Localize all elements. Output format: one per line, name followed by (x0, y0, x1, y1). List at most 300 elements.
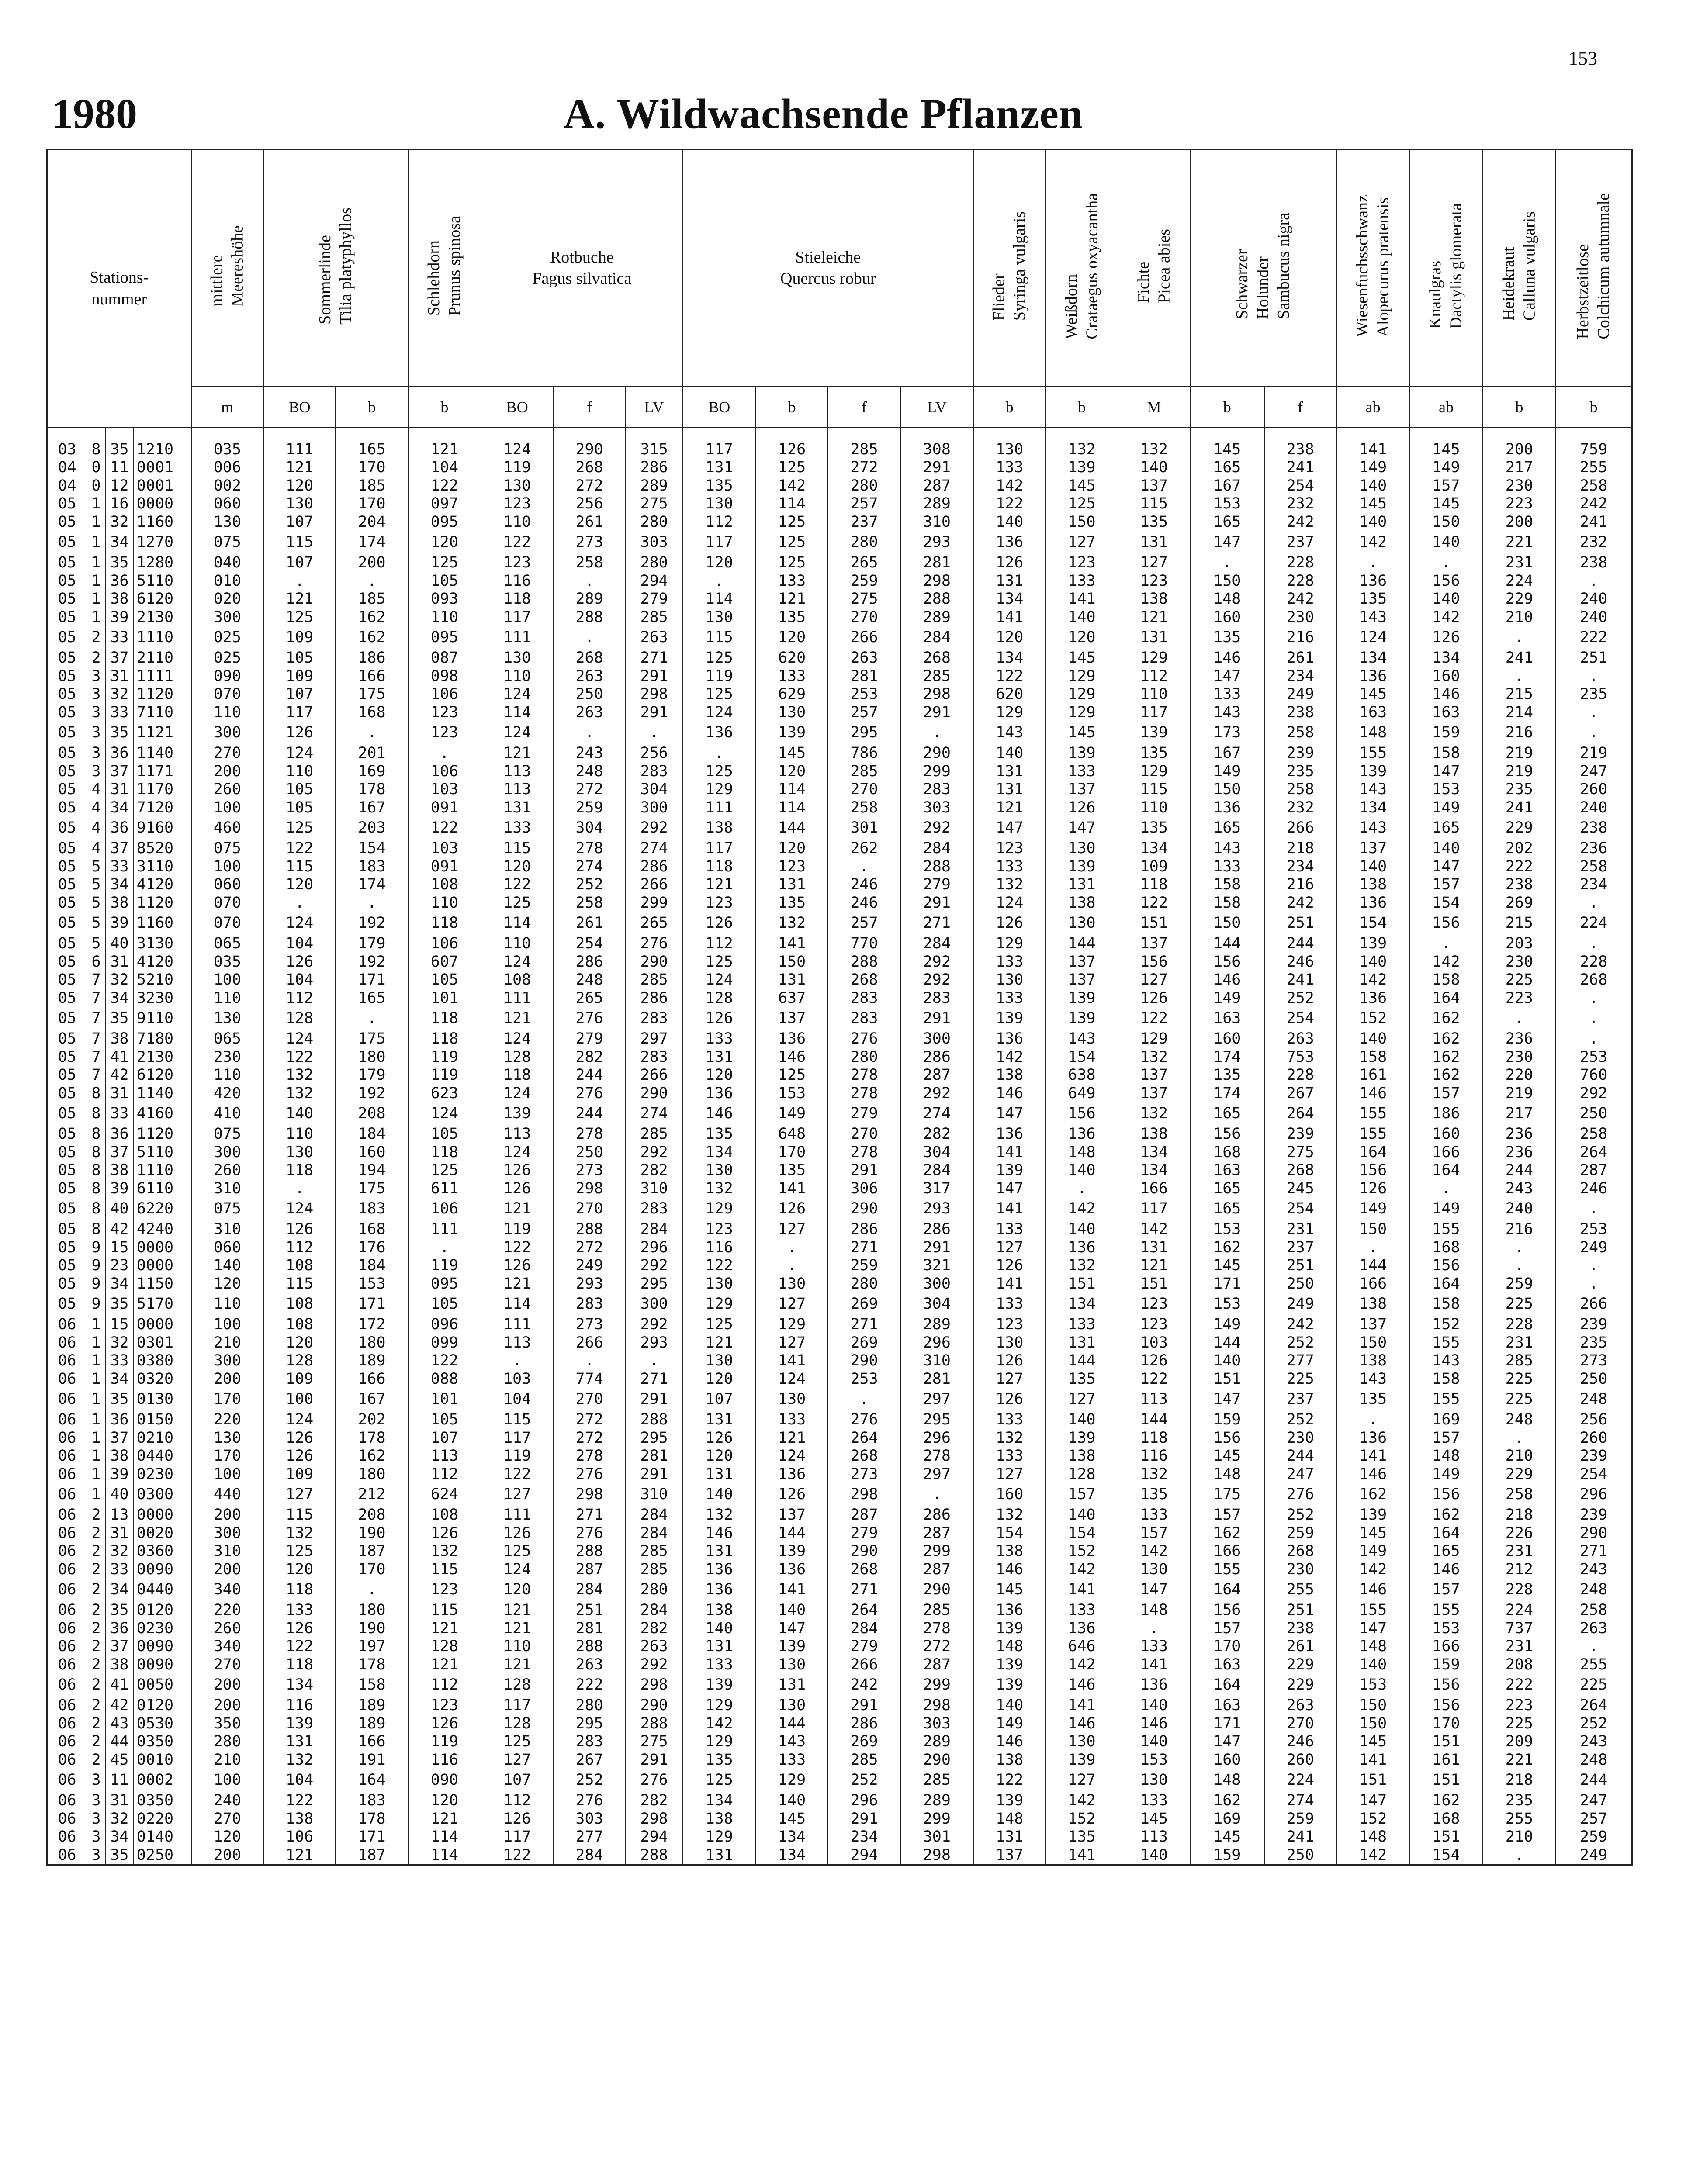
value-cell: . (1483, 1257, 1556, 1275)
value-cell: 266 (828, 626, 900, 649)
value-cell: 127 (1118, 554, 1190, 572)
value-cell: 130 (756, 1656, 828, 1674)
value-cell: 280 (828, 1275, 900, 1293)
station-cell: 33 (105, 1102, 134, 1125)
value-cell: 171 (336, 1828, 408, 1846)
value-cell: 148 (1336, 722, 1409, 744)
value-cell: 140 (1336, 1656, 1409, 1674)
value-cell: 255 (1483, 1810, 1556, 1828)
value-cell: 217 (1483, 1102, 1556, 1125)
value-cell: 265 (553, 989, 625, 1008)
value-cell: 123 (1118, 572, 1190, 591)
station-cell: 3 (87, 744, 105, 763)
station-cell: 0440 (134, 1579, 191, 1601)
value-cell: 291 (626, 704, 683, 722)
value-cell: 216 (1264, 876, 1336, 894)
station-cell: 2 (87, 1656, 105, 1674)
value-cell: 170 (756, 1144, 828, 1162)
value-cell: 133 (973, 459, 1046, 477)
station-cell: 0360 (134, 1542, 191, 1561)
table-row (47, 1751, 1632, 1769)
value-cell: 137 (1046, 781, 1118, 799)
value-cell: 124 (263, 1198, 336, 1220)
value-cell: 200 (191, 763, 263, 781)
value-cell: 127 (481, 1483, 553, 1506)
value-cell: 148 (1409, 1447, 1482, 1465)
table-row (47, 459, 1632, 477)
value-cell: . (1556, 704, 1632, 722)
station-cell: 05 (47, 817, 87, 840)
value-cell: 224 (1264, 1769, 1336, 1792)
value-cell: 126 (408, 1715, 481, 1733)
header-unit: b (1190, 387, 1264, 428)
value-cell: 272 (828, 459, 900, 477)
value-cell: 122 (1118, 894, 1190, 912)
value-cell: 166 (336, 1370, 408, 1389)
value-cell: 122 (408, 1352, 481, 1370)
value-cell: . (1483, 1007, 1556, 1030)
value-cell: 229 (1264, 1674, 1336, 1697)
value-cell: 284 (900, 626, 973, 649)
value-cell: . (1190, 554, 1264, 572)
value-cell: 169 (1409, 1411, 1482, 1429)
value-cell: 184 (336, 1257, 408, 1275)
value-cell: 139 (973, 1656, 1046, 1674)
value-cell: 167 (1190, 744, 1264, 763)
value-cell: 268 (900, 649, 973, 667)
value-cell: 228 (1556, 953, 1632, 971)
value-cell: 237 (828, 513, 900, 532)
value-cell: 126 (263, 1429, 336, 1448)
station-cell: 1120 (134, 1125, 191, 1144)
value-cell: 242 (1264, 894, 1336, 912)
value-cell: . (1556, 894, 1632, 912)
value-cell: 229 (1264, 1656, 1336, 1674)
station-cell: 39 (105, 912, 134, 935)
value-cell: 121 (481, 1007, 553, 1030)
value-cell: 290 (626, 953, 683, 971)
station-cell: 06 (47, 1352, 87, 1370)
value-cell: 139 (1336, 1506, 1409, 1524)
value-cell: 122 (408, 477, 481, 495)
value-cell: 118 (683, 858, 756, 876)
value-cell: 140 (1118, 1697, 1190, 1715)
value-cell: 149 (1336, 1198, 1409, 1220)
value-cell: 243 (1483, 1180, 1556, 1198)
value-cell: 120 (408, 531, 481, 554)
value-cell: 140 (1336, 513, 1409, 532)
value-cell: 126 (263, 1447, 336, 1465)
value-cell: 158 (1409, 744, 1482, 763)
table-row (47, 1542, 1632, 1561)
value-cell: 147 (1409, 858, 1482, 876)
value-cell: 142 (973, 477, 1046, 495)
value-cell: 118 (408, 1144, 481, 1162)
station-cell: 33 (105, 626, 134, 649)
value-cell: 132 (1118, 1102, 1190, 1125)
value-cell: 287 (900, 1066, 973, 1085)
value-cell: . (408, 744, 481, 763)
value-cell: 228 (1264, 1066, 1336, 1085)
value-cell: 138 (973, 1542, 1046, 1561)
station-cell: 39 (105, 608, 134, 627)
table-row (47, 799, 1632, 817)
value-cell: 214 (1483, 704, 1556, 722)
value-cell: 105 (263, 781, 336, 799)
station-cell: 06 (47, 1656, 87, 1674)
station-cell: 34 (105, 876, 134, 894)
value-cell: . (1556, 989, 1632, 1008)
year: 1980 (52, 90, 137, 138)
value-cell: 142 (756, 477, 828, 495)
value-cell: 290 (828, 1352, 900, 1370)
value-cell: 623 (408, 1085, 481, 1103)
station-cell: 05 (47, 1293, 87, 1316)
station-cell: 06 (47, 1674, 87, 1697)
station-cell: 40 (105, 1198, 134, 1220)
value-cell: 225 (1483, 1370, 1556, 1389)
value-cell: 222 (1483, 858, 1556, 876)
value-cell: 150 (1409, 513, 1482, 532)
value-cell: 292 (1556, 1085, 1632, 1103)
value-cell: 234 (1556, 876, 1632, 894)
value-cell: 230 (191, 1048, 263, 1067)
value-cell: 286 (900, 1048, 973, 1067)
table-row (47, 1465, 1632, 1484)
value-cell: 125 (408, 554, 481, 572)
value-cell: 224 (1556, 912, 1632, 935)
value-cell: 138 (1118, 590, 1190, 608)
station-cell: 05 (47, 667, 87, 686)
station-cell: 0230 (134, 1620, 191, 1638)
value-cell: 209 (1483, 1733, 1556, 1751)
value-cell: 280 (553, 1697, 625, 1715)
value-cell: 287 (828, 1506, 900, 1524)
value-cell: 290 (626, 1697, 683, 1715)
station-cell: 37 (105, 1429, 134, 1448)
header-column: Wiesenfuchsschwanz Alopecurus pratensis (1336, 149, 1409, 387)
value-cell: 264 (1264, 1102, 1336, 1125)
value-cell: 140 (756, 1792, 828, 1810)
value-cell: 291 (900, 1239, 973, 1257)
value-cell: 267 (553, 1751, 625, 1769)
station-cell: 05 (47, 989, 87, 1008)
station-cell: 4160 (134, 1102, 191, 1125)
value-cell: 134 (683, 1144, 756, 1162)
station-cell: 1150 (134, 1275, 191, 1293)
station-cell: 05 (47, 912, 87, 935)
station-cell: 23 (105, 1257, 134, 1275)
station-cell: 36 (105, 1411, 134, 1429)
value-cell: 230 (1483, 477, 1556, 495)
value-cell: 178 (336, 1810, 408, 1828)
value-cell: 257 (828, 912, 900, 935)
value-cell: 253 (828, 685, 900, 704)
station-cell: 06 (47, 1769, 87, 1792)
value-cell: 222 (1556, 626, 1632, 649)
table-row (47, 1293, 1632, 1316)
value-cell: 123 (1118, 1316, 1190, 1334)
value-cell: 118 (408, 1007, 481, 1030)
station-cell: 06 (47, 1542, 87, 1561)
value-cell: 158 (1409, 971, 1482, 989)
value-cell: 286 (553, 953, 625, 971)
value-cell: 234 (1264, 667, 1336, 686)
station-cell: 1120 (134, 894, 191, 912)
value-cell: 146 (1190, 971, 1264, 989)
value-cell: 259 (828, 1257, 900, 1275)
value-cell: 225 (1483, 1715, 1556, 1733)
station-cell: 7 (87, 1007, 105, 1030)
value-cell: 260 (1264, 1751, 1336, 1769)
value-cell: 170 (191, 1388, 263, 1411)
value-cell: 110 (481, 935, 553, 953)
value-cell: 151 (1046, 1275, 1118, 1293)
value-cell: 132 (683, 1180, 756, 1198)
value-cell: 131 (756, 1674, 828, 1697)
header-unit: ab (1336, 387, 1409, 428)
value-cell: 113 (481, 1125, 553, 1144)
value-cell: 166 (1336, 1275, 1409, 1293)
value-cell: 134 (1409, 649, 1482, 667)
value-cell: 105 (408, 1293, 481, 1316)
header-column: Schlehdorn Prunus spinosa (408, 149, 481, 387)
value-cell: . (828, 1388, 900, 1411)
value-cell: 122 (1118, 1007, 1190, 1030)
value-cell: 115 (408, 1561, 481, 1579)
station-cell: 7120 (134, 799, 191, 817)
value-cell: 230 (1483, 953, 1556, 971)
value-cell: 132 (1118, 428, 1190, 459)
value-cell: 276 (828, 1030, 900, 1048)
value-cell: 256 (553, 495, 625, 513)
value-cell: 118 (481, 1066, 553, 1085)
value-cell: 129 (683, 781, 756, 799)
value-cell: 025 (191, 626, 263, 649)
value-cell: . (1409, 935, 1482, 953)
value-cell: 125 (408, 1161, 481, 1180)
value-cell: 133 (1118, 1638, 1190, 1656)
value-cell: 235 (1483, 1792, 1556, 1810)
value-cell: 122 (481, 1465, 553, 1484)
station-cell: 05 (47, 722, 87, 744)
value-cell: 288 (626, 1715, 683, 1733)
station-cell: 1171 (134, 763, 191, 781)
station-cell: 1 (87, 590, 105, 608)
station-cell: 7 (87, 971, 105, 989)
value-cell: 140 (1336, 477, 1409, 495)
value-cell: 306 (828, 1180, 900, 1198)
table-row (47, 1048, 1632, 1067)
value-cell: 118 (1118, 876, 1190, 894)
value-cell: 284 (553, 1579, 625, 1601)
value-cell: 241 (1556, 513, 1632, 532)
value-cell: 248 (1556, 1751, 1632, 1769)
value-cell: 149 (1409, 1198, 1482, 1220)
value-cell: 179 (336, 935, 408, 953)
value-cell: 157 (1046, 1483, 1118, 1506)
value-cell: 122 (973, 495, 1046, 513)
station-cell: 04 (47, 459, 87, 477)
value-cell: 300 (626, 799, 683, 817)
value-cell: 131 (683, 1542, 756, 1561)
station-cell: 1 (87, 1316, 105, 1334)
value-cell: 125 (1046, 495, 1118, 513)
table-row (47, 649, 1632, 667)
value-cell: 118 (263, 1161, 336, 1180)
value-cell: 140 (1118, 459, 1190, 477)
value-cell: 269 (1483, 894, 1556, 912)
value-cell: 123 (481, 495, 553, 513)
value-cell: 090 (191, 667, 263, 686)
value-cell: 254 (553, 935, 625, 953)
value-cell: 145 (756, 744, 828, 763)
value-cell: 105 (263, 799, 336, 817)
value-cell: 120 (481, 858, 553, 876)
value-cell: 130 (1118, 1561, 1190, 1579)
value-cell: 109 (263, 1465, 336, 1484)
value-cell: 125 (263, 1542, 336, 1561)
value-cell: 228 (1264, 572, 1336, 591)
value-cell: 770 (828, 935, 900, 953)
value-cell: 284 (626, 1506, 683, 1524)
value-cell: 270 (191, 1810, 263, 1828)
value-cell: 115 (683, 626, 756, 649)
value-cell: 737 (1483, 1620, 1556, 1638)
value-cell: 268 (553, 649, 625, 667)
value-cell: 276 (1264, 1483, 1336, 1506)
value-cell: 191 (336, 1751, 408, 1769)
value-cell: 137 (756, 1506, 828, 1524)
value-cell: 281 (828, 667, 900, 686)
value-cell: 266 (626, 1066, 683, 1085)
value-cell: . (1556, 1257, 1632, 1275)
value-cell: 117 (481, 1697, 553, 1715)
value-cell: 290 (1556, 1524, 1632, 1543)
value-cell: 160 (973, 1483, 1046, 1506)
value-cell: 149 (1190, 763, 1264, 781)
station-cell: 1 (87, 1447, 105, 1465)
value-cell: 126 (756, 428, 828, 459)
value-cell: 133 (973, 989, 1046, 1008)
value-cell: 215 (1483, 912, 1556, 935)
value-cell: 158 (1190, 876, 1264, 894)
value-cell: 238 (1264, 428, 1336, 459)
value-cell: 286 (900, 1506, 973, 1524)
value-cell: 122 (263, 1048, 336, 1067)
value-cell: 162 (1190, 1239, 1264, 1257)
value-cell: 121 (973, 799, 1046, 817)
value-cell: 040 (191, 554, 263, 572)
table-row (47, 1601, 1632, 1620)
table-row (47, 876, 1632, 894)
value-cell: 134 (1118, 1161, 1190, 1180)
value-cell: 113 (1118, 1828, 1190, 1846)
station-cell: 38 (105, 1656, 134, 1674)
value-cell: 139 (973, 1007, 1046, 1030)
value-cell: 340 (191, 1579, 263, 1601)
value-cell: 132 (1046, 428, 1118, 459)
table-row (47, 1275, 1632, 1293)
station-cell: 0050 (134, 1674, 191, 1697)
value-cell: 124 (481, 1561, 553, 1579)
value-cell: 115 (263, 531, 336, 554)
value-cell: 266 (1556, 1293, 1632, 1316)
value-cell: 110 (191, 1293, 263, 1316)
value-cell: 113 (481, 781, 553, 799)
station-cell: 1110 (134, 1161, 191, 1180)
station-cell: 5110 (134, 572, 191, 591)
table-row (47, 554, 1632, 572)
value-cell: 212 (336, 1483, 408, 1506)
value-cell: 269 (828, 1334, 900, 1352)
value-cell: 149 (973, 1715, 1046, 1733)
value-cell: 141 (756, 1352, 828, 1370)
value-cell: 753 (1264, 1048, 1336, 1067)
value-cell: 108 (263, 1316, 336, 1334)
value-cell: 126 (263, 1220, 336, 1239)
station-cell: 5 (87, 858, 105, 876)
value-cell: 230 (1483, 1048, 1556, 1067)
value-cell: 146 (1118, 1715, 1190, 1733)
value-cell: 137 (1336, 840, 1409, 858)
value-cell: 132 (973, 1506, 1046, 1524)
value-cell: 273 (553, 531, 625, 554)
value-cell: 132 (263, 1524, 336, 1543)
value-cell: 267 (1264, 1085, 1336, 1103)
table-row (47, 1144, 1632, 1162)
value-cell: 216 (1483, 722, 1556, 744)
value-cell: 119 (408, 1048, 481, 1067)
station-cell: 0120 (134, 1601, 191, 1620)
value-cell: 266 (626, 876, 683, 894)
value-cell: 288 (900, 590, 973, 608)
value-cell: 241 (1264, 1828, 1336, 1846)
value-cell: 124 (481, 1085, 553, 1103)
station-cell: 2 (87, 1638, 105, 1656)
value-cell: 165 (336, 428, 408, 459)
station-cell: 2 (87, 1601, 105, 1620)
value-cell: 611 (408, 1180, 481, 1198)
value-cell: 279 (900, 876, 973, 894)
value-cell: 160 (1409, 1125, 1482, 1144)
value-cell: 151 (1336, 1769, 1409, 1792)
table-row (47, 935, 1632, 953)
value-cell: 175 (336, 1180, 408, 1198)
value-cell: 217 (1483, 459, 1556, 477)
value-cell: 159 (1409, 722, 1482, 744)
value-cell: . (900, 1483, 973, 1506)
station-cell: 3110 (134, 858, 191, 876)
value-cell: 157 (1190, 1506, 1264, 1524)
value-cell: 129 (756, 1316, 828, 1334)
station-cell: 3 (87, 763, 105, 781)
station-cell: 38 (105, 1030, 134, 1048)
header-unit: m (191, 387, 263, 428)
value-cell: 248 (1556, 1579, 1632, 1601)
station-cell: 0010 (134, 1751, 191, 1769)
station-cell: 11 (105, 1769, 134, 1792)
value-cell: 165 (1190, 817, 1264, 840)
value-cell: 123 (756, 858, 828, 876)
value-cell: 242 (1264, 590, 1336, 608)
value-cell: 161 (1409, 1751, 1482, 1769)
header-column: Fichte Picea abies (1118, 149, 1190, 387)
value-cell: 299 (626, 894, 683, 912)
value-cell: 258 (553, 894, 625, 912)
value-cell: 156 (1409, 1674, 1482, 1697)
table-row (47, 1506, 1632, 1524)
